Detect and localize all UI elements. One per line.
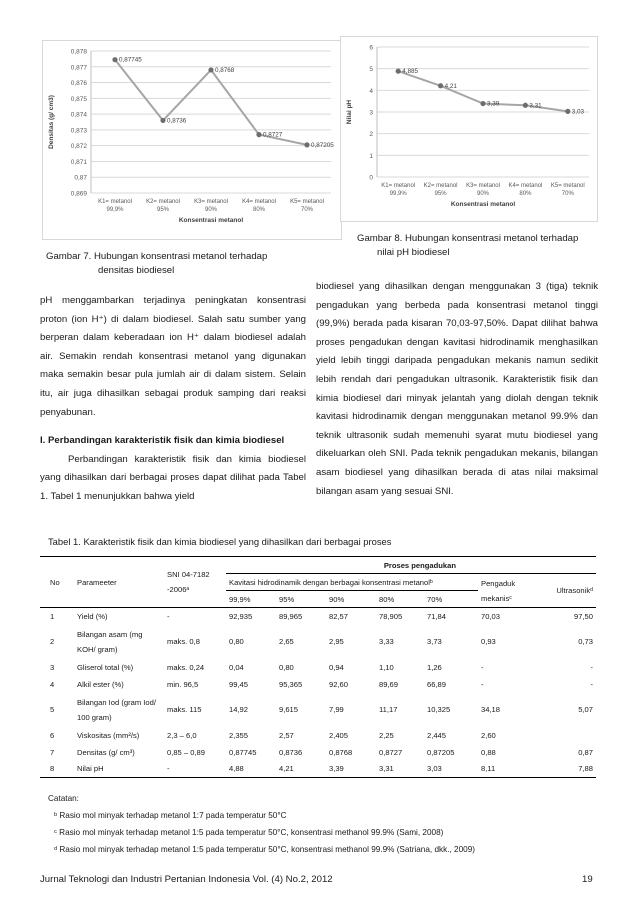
header-k1: 99,9%	[229, 594, 251, 604]
table-row	[40, 676, 596, 693]
table-cell: 1,26	[427, 662, 442, 672]
table-notes	[48, 790, 475, 858]
table-cell: 10,325	[427, 705, 451, 714]
table-cell: 8	[50, 764, 55, 774]
y-tick-label: 5	[369, 66, 373, 74]
x-tick-label: K1= metanol	[381, 183, 416, 189]
table-cell: 3,03	[427, 764, 442, 774]
table-cell: 3,39	[329, 764, 344, 774]
table-cell: 11,17	[379, 705, 398, 714]
table-row	[40, 693, 596, 727]
table-cell: maks. 115	[167, 705, 202, 714]
table-cell: 7	[50, 747, 55, 757]
table-cell: 0,8768	[329, 747, 353, 757]
table-cell: 0,73	[578, 637, 593, 646]
table-cell: Viskositas (mm²/s)	[77, 730, 140, 740]
table-cell: 2	[50, 637, 55, 646]
table-cell: 0,80	[279, 662, 294, 672]
table-cell: Densitas (g/ cm³)	[77, 747, 135, 757]
header-parameter: Parameeter	[77, 577, 117, 587]
x-tick-label: K4= metanol	[242, 199, 276, 205]
table-cell: 89,965	[279, 611, 303, 621]
data-label: 0,87745	[119, 56, 142, 64]
table-cell: 4,88	[229, 764, 244, 774]
data-point	[480, 101, 485, 106]
y-tick-label: 0,87	[74, 174, 87, 182]
note-d: ᵈ Rasio mol minyak terhadap metanol 1:5 pada temperatur 50°C, konsentrasi methanol 99.9% (Satriana, dkk., 2009)	[54, 845, 475, 854]
table-cell: 0,8736	[279, 747, 303, 757]
figure-7-caption	[46, 250, 316, 278]
data-point	[256, 132, 261, 137]
y-tick-label: 0,876	[70, 80, 87, 88]
table-cell: 3	[50, 662, 55, 672]
x-tick-label: K3= metanol	[466, 183, 500, 189]
data-label: 3,31	[529, 102, 542, 110]
table-cell: 9,615	[279, 705, 299, 714]
notes-title: Catatan:	[48, 794, 79, 803]
table-cell: 0,87205	[427, 747, 455, 757]
table-cell: -	[590, 679, 593, 689]
table-cell: 3,73	[427, 637, 442, 646]
left-column	[40, 292, 306, 507]
table-cell: 3,31	[379, 764, 394, 774]
table-row	[40, 625, 596, 659]
x-axis-title: Konsentrasi metanol	[450, 201, 516, 208]
data-label: 0,87205	[311, 141, 334, 149]
figure-7-caption-line1: Gambar 7. Hubungan konsentrasi metanol terhadap	[46, 251, 268, 262]
x-tick-label: 99,9%	[389, 191, 407, 197]
left-paragraph-2: Perbandingan karakteristik fisik dan kimia biodiesel yang dihasilkan dari berbagai proses dapat dilihat pada Tabel 1. Tabel 1 menunjukkan bahwa yield	[40, 453, 306, 502]
data-point	[304, 142, 309, 147]
table-cell: 2,65	[279, 637, 294, 646]
table-cell: min. 96,5	[167, 679, 199, 689]
table-cell: 2,355	[229, 730, 249, 740]
table-cell: 7,88	[578, 764, 593, 774]
y-tick-label: 0,873	[70, 127, 87, 135]
note-c: ᶜ Rasio mol minyak terhadap metanol 1:5 pada temperatur 50°C, konsentrasi methanol 99.9% (Sami, 2008)	[54, 828, 444, 837]
y-tick-label: 0,874	[70, 111, 87, 119]
table-row	[40, 727, 596, 744]
figure-8-caption	[357, 232, 617, 260]
table-cell: 8,11	[481, 764, 496, 774]
table-cell: 2,57	[279, 730, 294, 740]
table-cell: Bilangan asam (mg KOH/ gram)	[77, 629, 143, 654]
y-tick-label: 0,872	[70, 143, 87, 151]
table-cell: Gliserol total (%)	[77, 662, 134, 672]
data-point	[112, 57, 117, 62]
x-tick-label: 90%	[476, 191, 490, 197]
header-kavitasi: Kavitasi hidrodinamik dengan berbagai konsentrasi metanolᵇ	[226, 574, 478, 591]
table-cell: 34,18	[481, 705, 501, 714]
x-tick-label: 70%	[300, 207, 314, 213]
data-label: 0,8768	[215, 66, 235, 74]
header-ultrasonik: Ultrasonikᵈ	[556, 586, 593, 595]
x-tick-label: 95%	[156, 207, 170, 213]
table-cell: 0,93	[481, 637, 496, 646]
x-tick-label: 70%	[561, 191, 574, 197]
y-tick-label: 2	[369, 131, 373, 139]
table-1	[40, 556, 596, 778]
data-label: 4,21	[444, 82, 457, 90]
header-k3: 90%	[329, 594, 345, 604]
x-tick-label: K5= metanol	[290, 199, 324, 205]
data-point	[523, 103, 528, 108]
table-cell	[534, 727, 596, 744]
data-point	[396, 69, 401, 74]
table-cell: 2,445	[427, 730, 447, 740]
header-sni: SNI 04-7182 -2006ᵃ	[167, 570, 210, 594]
table-row	[40, 761, 596, 778]
table-cell: 0,8727	[379, 747, 403, 757]
y-tick-label: 0	[369, 174, 373, 182]
table-cell: -	[167, 764, 170, 774]
data-point	[160, 118, 165, 123]
table-cell: 95,365	[279, 679, 303, 689]
x-tick-label: K2= metanol	[146, 199, 180, 205]
table-cell: maks. 0,8	[167, 637, 200, 646]
table-cell: 1,10	[379, 662, 394, 672]
x-tick-label: K3= metanol	[194, 199, 228, 205]
table-cell: 3,33	[379, 637, 394, 646]
table-cell: 2,60	[481, 730, 496, 740]
figure-8-chart	[340, 36, 598, 222]
x-tick-label: 95%	[434, 191, 447, 197]
y-tick-label: 1	[369, 152, 373, 160]
table-cell: 71,84	[427, 611, 447, 621]
table-cell: 70,03	[481, 611, 501, 621]
figure-7-chart	[42, 40, 342, 240]
figure-8-caption-line1: Gambar 8. Hubungan konsentrasi metanol terhadap	[357, 233, 579, 244]
data-point	[208, 67, 213, 72]
table-cell: 14,92	[229, 705, 249, 714]
table-cell: 4	[50, 679, 55, 689]
table-cell: 0,80	[229, 637, 244, 646]
table-cell: 2,25	[379, 730, 394, 740]
table-cell: Alkil ester (%)	[77, 679, 124, 689]
y-tick-label: 4	[369, 87, 373, 95]
x-tick-label: 80%	[252, 207, 266, 213]
data-label: 0,8736	[167, 117, 187, 125]
table-cell: 66,89	[427, 679, 447, 689]
right-paragraph: biodiesel yang dihasilkan dengan menggunakan 3 (tiga) teknik pengadukan yang berbeda pada konsentrasi metanol tinggi (99,9%) berada pada kisaran 70,03-97,50%. Dapat dilihat bahwa proses pengadukan dengan kavitasi hidrodinamik menghasilkan yield lebih tinggi daripada pengadukan mekanis namun sedikit lebih rendah dari pengadukan ultrasonik. Karakteristik fisik dan kimia biodiesel dari minyak jelantah yang diolah dengan teknik kavitasi hidrodinamik dengan menggunakan metanol 99.9% dan teknik ultrasonik sudah memenuhi syarat mutu biodiesel yang dikeluarkan oleh SNI. Pada teknik pengadukan mekanis, bilangan asam biodiesel yang dihasilkan berada di atas nilai maksimal bilangan asam yang sesuai SNI.	[316, 281, 598, 497]
header-k2: 95%	[279, 594, 295, 604]
header-k4: 80%	[379, 594, 395, 604]
table-cell: 0,04	[229, 662, 244, 672]
x-tick-label: K4= metanol	[508, 183, 543, 189]
table-cell: 0,87745	[229, 747, 257, 757]
y-tick-label: 6	[369, 44, 373, 52]
data-label: 0,8727	[263, 131, 283, 139]
density-line-chart	[43, 41, 343, 241]
table-cell: 97,50	[573, 611, 593, 621]
y-axis-title: Nilai pH	[346, 99, 353, 125]
table-cell: 5,07	[578, 705, 593, 714]
table-cell: 7,99	[329, 705, 344, 714]
table-cell: 92,935	[229, 611, 253, 621]
table-row	[40, 744, 596, 761]
table-cell: 6	[50, 730, 55, 740]
table-row	[40, 659, 596, 676]
footer-page-number: 19	[582, 874, 593, 885]
header-proses: Proses pengadukan	[226, 557, 596, 574]
y-tick-label: 0,871	[70, 158, 87, 166]
table-cell: 0,88	[481, 747, 496, 757]
figure-8-caption-line2: nilai pH biodiesel	[377, 247, 450, 258]
x-tick-label: 90%	[204, 207, 218, 213]
x-tick-label: K5= metanol	[550, 183, 585, 189]
left-paragraph-1: pH menggambarkan terjadinya peningkatan konsentrasi proton (ion H⁺) di dalam biodiesel. Salah satu sumber yang berperan dalam keberadaan ion H⁺ dalam biodiesel adalah air. Semakin rendah konsentrasi metanol yang digunakan maka semakin besar pula jumlah air di dalam sistem. Selain itu, air juga dihasilkan sebagai produk samping dari reaksi penyabunan.	[40, 295, 306, 418]
table-cell: 78,905	[379, 611, 403, 621]
table-cell: Bilangan Iod (gram Iod/ 100 gram)	[77, 697, 156, 722]
footer-journal: Jurnal Teknologi dan Industri Pertanian Indonesia Vol. (4) No.2, 2012	[40, 874, 333, 885]
y-tick-label: 0,875	[70, 95, 87, 103]
y-tick-label: 0,878	[70, 48, 87, 56]
ph-line-chart	[341, 37, 599, 223]
table-cell: 99,45	[229, 679, 249, 689]
table-cell: 2,95	[329, 637, 344, 646]
x-tick-label: K1= metanol	[98, 199, 132, 205]
data-point	[565, 109, 570, 114]
header-k5: 70%	[427, 594, 443, 604]
y-tick-label: 0,869	[70, 190, 87, 198]
table-cell: Yield (%)	[77, 611, 108, 621]
table-cell: 5	[50, 705, 55, 714]
table-cell: 82,57	[329, 611, 349, 621]
table-cell: -	[481, 679, 484, 689]
table-cell: 0,87	[578, 747, 593, 757]
y-tick-label: 3	[369, 109, 373, 117]
note-b: ᵇ Rasio mol minyak terhadap metanol 1:7 pada temperatur 50°C	[54, 811, 287, 820]
table-cell: 2,3 – 6,0	[167, 730, 197, 740]
data-label: 4,885	[402, 68, 418, 76]
table-cell: Nilai pH	[77, 764, 104, 774]
y-tick-label: 0,877	[70, 64, 87, 72]
table-cell: maks. 0,24	[167, 662, 205, 672]
table-1-title: Tabel 1. Karakteristik fisik dan kimia biodiesel yang dihasilkan dari berbagai proses	[48, 536, 392, 547]
table-cell: -	[481, 662, 484, 672]
data-label: 3,39	[487, 100, 500, 108]
right-column	[316, 278, 598, 501]
x-axis-title: Konsentrasi metanol	[178, 217, 244, 224]
y-axis-title: Densitas (g/ cm3)	[48, 95, 55, 149]
table-cell: 0,85 – 0,89	[167, 747, 206, 757]
x-tick-label: K2= metanol	[423, 183, 458, 189]
table-cell: -	[167, 611, 170, 621]
table-cell: -	[590, 662, 593, 672]
table-cell: 4,21	[279, 764, 294, 774]
x-tick-label: 80%	[519, 191, 532, 197]
figure-7-caption-line2: densitas biodiesel	[98, 265, 175, 276]
table-cell: 89,69	[379, 679, 399, 689]
header-mekanis: Pengaduk mekanisᶜ	[481, 578, 516, 603]
section-heading: I. Perbandingan karakteristik fisik dan kimia biodiesel	[40, 435, 285, 447]
data-point	[438, 83, 443, 88]
table-cell: 1	[50, 611, 55, 621]
table-cell: 92,60	[329, 679, 349, 689]
header-no: No	[50, 577, 60, 587]
table-row	[40, 608, 596, 625]
data-label: 3,03	[571, 108, 585, 116]
table-cell: 0,94	[329, 662, 344, 672]
table-body	[40, 608, 596, 778]
table-cell: 2,405	[329, 730, 349, 740]
x-tick-label: 99,9%	[106, 207, 124, 213]
